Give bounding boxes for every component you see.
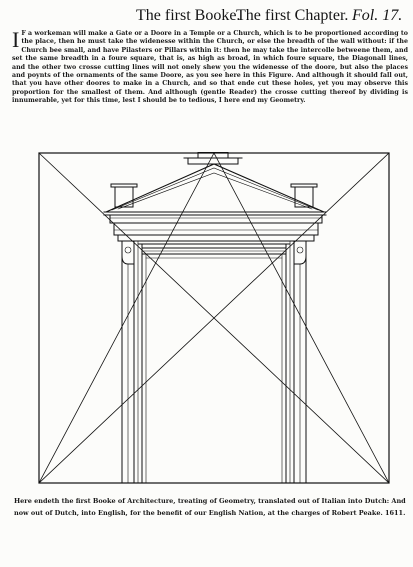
running-header [0, 6, 413, 28]
chapter-title: The first Chapter. [236, 7, 349, 24]
door-opening [146, 254, 282, 483]
door-jamb-left [122, 241, 142, 483]
doorway-illustration [38, 152, 390, 484]
console-left [122, 241, 134, 264]
acroterion-center [184, 152, 242, 164]
body-paragraph [12, 27, 408, 106]
drop-cap: I [12, 27, 20, 52]
pediment [104, 164, 326, 215]
book-title: The first Booke. [136, 7, 241, 24]
door-jamb-right [286, 241, 306, 483]
folio-number: Fol. 17. [352, 7, 403, 24]
doorway-engraving [38, 152, 390, 484]
entablature [110, 215, 322, 241]
console-right [294, 241, 306, 264]
body-text: F a workeman will make a Gate or a Doore in a Temple or a Church, which is to be proportioned according to the place, then he must take the widenesse within the Church, or else the breadth of the wall without: if the Church bee small, and have Pilasters or Pillars within it: then he may take the intercolle betweene them, and set the same breadth in a foure square, that is, as high as broad, in which foure square, the Diagonall lines, and the other two crosse cutting lines will not onely shew you the widenesse of the doore, but also the places and poynts of the ornaments of the same Doore, as you see here in this Figure. And although it should fall out, that you have other doores to make in a Church, and so that ende cut these holes, yet you may observe this proportion for the smallest of them. And although (gentle Reader) the crosse cutting thereof by dividing is innumerable, yet for this time, lest I should be to tedious, I here end my Geometry. [12, 30, 408, 105]
colophon: Here endeth the first Booke of Architecture, treating of Geometry, translated out of Italian into Dutch: And now out of Dutch, into English, for the benefit of our English Nation, at the charges of Robert Peake. 1611. [14, 497, 406, 517]
door-lintel [134, 241, 294, 254]
